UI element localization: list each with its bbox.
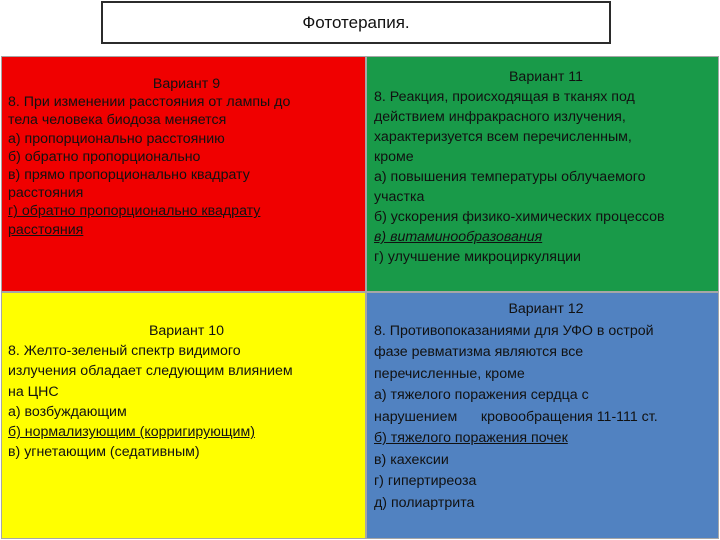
answer-option: б) ускорения физико-химических процессов <box>374 209 665 225</box>
answer-option: а) возбуждающим <box>8 403 127 420</box>
variant-heading: Вариант 11 <box>508 69 584 85</box>
correct-answer-option: б) нормализующим (корригирующим) <box>8 424 255 441</box>
slide-title: Фототерапия. <box>101 1 611 44</box>
answer-option: нарушением кровообращения 11-111 ст. <box>374 408 658 425</box>
panel-variant-12 <box>366 292 719 539</box>
correct-answer-option: расстояния <box>8 221 84 238</box>
question-text: кроме <box>374 149 414 165</box>
panel-variant-11 <box>366 56 719 292</box>
question-text: перечисленные, кроме <box>374 365 525 382</box>
variant-heading: Вариант 10 <box>148 323 225 339</box>
answer-option: а) пропорционально расстоянию <box>8 130 225 147</box>
answer-option: в) угнетающим (седативным) <box>8 444 200 461</box>
panel-variant-9 <box>1 56 366 292</box>
answer-option: г) улучшение микроциркуляции <box>374 249 581 265</box>
question-text: 8. Противопоказаниями для УФО в острой <box>374 322 654 339</box>
question-text: фазе ревматизма являются все <box>374 344 584 360</box>
answer-option: д) полиартрита <box>374 494 475 511</box>
question-text: 8. Желто-зеленый спектр видимого <box>8 343 241 360</box>
variant-heading: Вариант 12 <box>508 301 584 317</box>
answer-option: расстояния <box>8 185 84 202</box>
question-text: характеризуется всем перечисленным, <box>374 129 632 145</box>
question-text: действием инфракрасного излучения, <box>374 109 626 125</box>
correct-answer-option: г) обратно пропорционально квадрату <box>8 203 261 220</box>
correct-answer-option: б) тяжелого поражения почек <box>374 430 568 446</box>
question-text: 8. При изменении расстояния от лампы до <box>8 94 291 111</box>
variant-heading: Вариант 9 <box>152 76 221 92</box>
question-text: излучения обладает следующим влиянием <box>8 363 293 380</box>
question-text: тела человека биодоза меняется <box>8 112 227 129</box>
answer-option: участка <box>374 189 425 205</box>
answer-option: б) обратно пропорционально <box>8 148 201 165</box>
answer-option: в) прямо пропорционально квадрату <box>8 167 250 184</box>
question-text: на ЦНС <box>8 383 59 400</box>
answer-option: г) гипертиреоза <box>374 473 477 489</box>
panel-variant-10 <box>1 292 366 539</box>
correct-answer-option: в) витаминообразования <box>374 229 543 245</box>
question-text: 8. Реакция, происходящая в тканях под <box>374 89 635 105</box>
answer-option: а) повышения температуры облучаемого <box>374 169 646 185</box>
answer-option: в) кахексии <box>374 451 449 468</box>
answer-option: а) тяжелого поражения сердца с <box>374 387 589 403</box>
